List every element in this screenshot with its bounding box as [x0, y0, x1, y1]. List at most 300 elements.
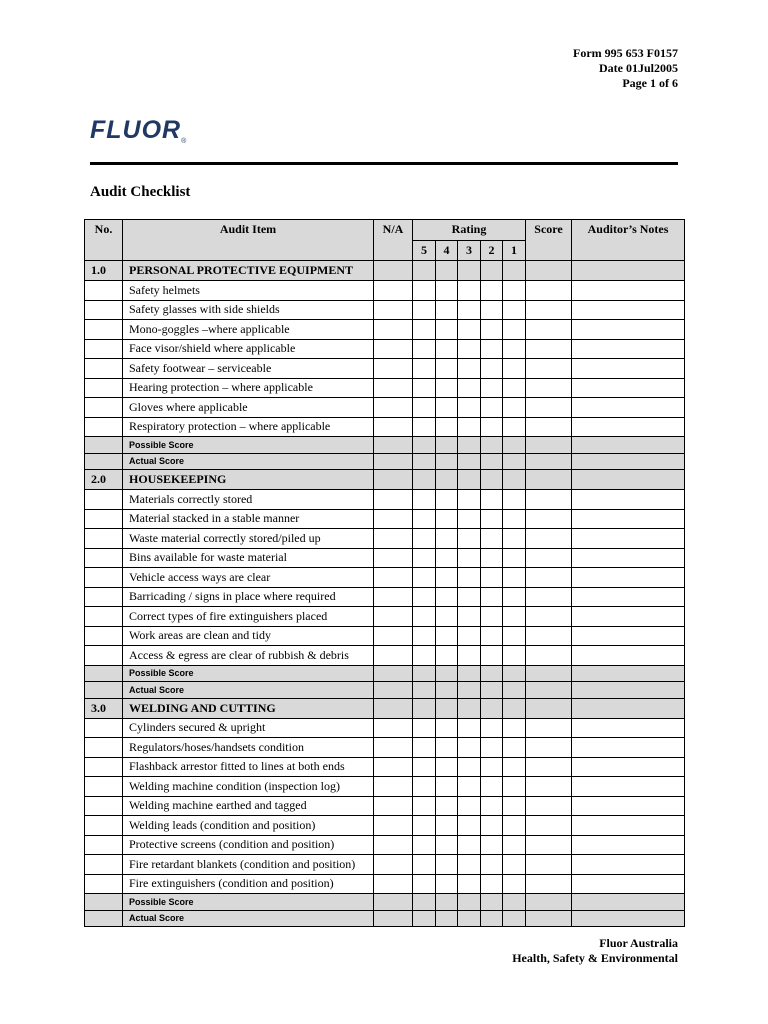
rating-3-cell[interactable]	[458, 300, 481, 320]
na-cell[interactable]	[374, 398, 413, 418]
rating-2-cell[interactable]	[481, 587, 503, 607]
rating-3-cell[interactable]	[458, 529, 481, 549]
rating-2-cell[interactable]	[481, 300, 503, 320]
notes-cell[interactable]	[572, 816, 685, 836]
page-title: Audit Checklist	[90, 184, 191, 200]
score-cell[interactable]	[526, 835, 572, 855]
notes-cell[interactable]	[572, 607, 685, 627]
rating-3-cell[interactable]	[458, 281, 481, 301]
notes-cell[interactable]	[572, 910, 685, 927]
rating-5-cell[interactable]	[413, 490, 436, 510]
score-cell[interactable]	[526, 453, 572, 470]
rating-4-cell[interactable]	[436, 300, 458, 320]
na-cell[interactable]	[374, 835, 413, 855]
score-cell[interactable]	[526, 665, 572, 682]
notes-cell[interactable]	[572, 568, 685, 588]
score-cell[interactable]	[526, 548, 572, 568]
na-cell[interactable]	[374, 378, 413, 398]
score-cell[interactable]	[526, 646, 572, 666]
rating-1-cell[interactable]	[503, 910, 526, 927]
rating-1-cell[interactable]	[503, 646, 526, 666]
actual-score-label: Actual Score	[123, 910, 374, 927]
rating-5-cell[interactable]	[413, 796, 436, 816]
rating-4-cell[interactable]	[436, 757, 458, 777]
rating-2-cell	[481, 261, 503, 281]
na-cell[interactable]	[374, 417, 413, 437]
na-cell[interactable]	[374, 529, 413, 549]
score-cell[interactable]	[526, 682, 572, 699]
na-cell[interactable]	[374, 757, 413, 777]
rating-2-cell[interactable]	[481, 835, 503, 855]
na-cell[interactable]	[374, 738, 413, 758]
rating-2-cell[interactable]	[481, 910, 503, 927]
rating-2-cell[interactable]	[481, 796, 503, 816]
notes-cell[interactable]	[572, 874, 685, 894]
rating-4-cell[interactable]	[436, 718, 458, 738]
rating-3-cell[interactable]	[458, 718, 481, 738]
notes-cell[interactable]	[572, 587, 685, 607]
rating-3-cell[interactable]	[458, 453, 481, 470]
rating-2-cell[interactable]	[481, 665, 503, 682]
rating-5-cell[interactable]	[413, 777, 436, 797]
rating-1-cell[interactable]	[503, 894, 526, 911]
rating-2-cell[interactable]	[481, 894, 503, 911]
score-cell[interactable]	[526, 490, 572, 510]
score-cell[interactable]	[526, 738, 572, 758]
rating-1-cell[interactable]	[503, 835, 526, 855]
score-cell[interactable]	[526, 816, 572, 836]
notes-cell[interactable]	[572, 757, 685, 777]
rating-1-cell[interactable]	[503, 437, 526, 454]
rating-5-cell[interactable]	[413, 626, 436, 646]
rating-2-cell[interactable]	[481, 359, 503, 379]
rating-4-cell[interactable]	[436, 339, 458, 359]
rating-1-cell[interactable]	[503, 874, 526, 894]
score-cell[interactable]	[526, 757, 572, 777]
rating-2-cell[interactable]	[481, 718, 503, 738]
rating-1-cell[interactable]	[503, 529, 526, 549]
rating-4-cell[interactable]	[436, 874, 458, 894]
rating-3-cell[interactable]	[458, 682, 481, 699]
rating-3-cell[interactable]	[458, 777, 481, 797]
rating-1-cell[interactable]	[503, 359, 526, 379]
notes-cell[interactable]	[572, 626, 685, 646]
notes-cell[interactable]	[572, 398, 685, 418]
rating-4-cell[interactable]	[436, 777, 458, 797]
registered-mark: ®	[181, 138, 188, 145]
na-cell[interactable]	[374, 281, 413, 301]
score-cell[interactable]	[526, 281, 572, 301]
rating-3-cell[interactable]	[458, 378, 481, 398]
na-cell[interactable]	[374, 718, 413, 738]
notes-cell[interactable]	[572, 855, 685, 875]
rating-5-cell[interactable]	[413, 855, 436, 875]
notes-cell[interactable]	[572, 378, 685, 398]
rating-2-cell[interactable]	[481, 548, 503, 568]
table-row	[85, 587, 685, 607]
rating-1-cell[interactable]	[503, 777, 526, 797]
rating-5-cell[interactable]	[413, 529, 436, 549]
rating-2-cell[interactable]	[481, 339, 503, 359]
rating-4-cell[interactable]	[436, 626, 458, 646]
rating-3-cell[interactable]	[458, 607, 481, 627]
na-cell[interactable]	[374, 568, 413, 588]
na-cell[interactable]	[374, 626, 413, 646]
col-header-rating: Rating	[413, 220, 526, 241]
na-cell[interactable]	[374, 855, 413, 875]
score-cell[interactable]	[526, 587, 572, 607]
table-row	[85, 816, 685, 836]
rating-3-cell[interactable]	[458, 835, 481, 855]
rating-5-cell[interactable]	[413, 894, 436, 911]
notes-cell[interactable]	[572, 359, 685, 379]
item-number-cell	[85, 300, 123, 320]
notes-cell[interactable]	[572, 453, 685, 470]
rating-4-cell[interactable]	[436, 509, 458, 529]
score-cell[interactable]	[526, 398, 572, 418]
rating-1-cell[interactable]	[503, 490, 526, 510]
rating-3-cell[interactable]	[458, 490, 481, 510]
rating-1-cell[interactable]	[503, 757, 526, 777]
rating-5-cell[interactable]	[413, 757, 436, 777]
rating-4-cell[interactable]	[436, 796, 458, 816]
rating-4-cell[interactable]	[436, 548, 458, 568]
rating-1-cell[interactable]	[503, 665, 526, 682]
rating-4-cell[interactable]	[436, 646, 458, 666]
rating-1-cell[interactable]	[503, 682, 526, 699]
rating-3-cell[interactable]	[458, 910, 481, 927]
rating-2-cell[interactable]	[481, 874, 503, 894]
notes-cell	[572, 698, 685, 718]
rating-3-cell[interactable]	[458, 437, 481, 454]
rating-4-cell[interactable]	[436, 359, 458, 379]
rating-3-cell[interactable]	[458, 359, 481, 379]
rating-5-cell[interactable]	[413, 568, 436, 588]
na-cell[interactable]	[374, 910, 413, 927]
rating-3-cell[interactable]	[458, 548, 481, 568]
na-cell[interactable]	[374, 320, 413, 340]
rating-3-cell[interactable]	[458, 320, 481, 340]
rating-4-cell[interactable]	[436, 398, 458, 418]
notes-cell	[572, 261, 685, 281]
rating-2-cell[interactable]	[481, 777, 503, 797]
rating-1-cell[interactable]	[503, 281, 526, 301]
rating-2-cell[interactable]	[481, 607, 503, 627]
rating-3-cell[interactable]	[458, 665, 481, 682]
score-cell[interactable]	[526, 529, 572, 549]
rating-3-cell[interactable]	[458, 587, 481, 607]
na-cell[interactable]	[374, 874, 413, 894]
na-cell[interactable]	[374, 587, 413, 607]
table-row	[85, 509, 685, 529]
notes-cell[interactable]	[572, 417, 685, 437]
col-header-audit-item: Audit Item	[123, 220, 374, 261]
rating-2-cell[interactable]	[481, 509, 503, 529]
rating-3-cell[interactable]	[458, 855, 481, 875]
rating-5-cell[interactable]	[413, 874, 436, 894]
rating-2-cell[interactable]	[481, 568, 503, 588]
score-cell[interactable]	[526, 417, 572, 437]
score-number-cell	[85, 682, 123, 699]
rating-5-cell[interactable]	[413, 453, 436, 470]
item-number-cell	[85, 796, 123, 816]
score-cell[interactable]	[526, 607, 572, 627]
audit-item-label: Flashback arrestor fitted to lines at both ends	[123, 757, 374, 777]
possible-score-label: Possible Score	[123, 894, 374, 911]
na-cell[interactable]	[374, 665, 413, 682]
table-row	[85, 835, 685, 855]
score-cell[interactable]	[526, 320, 572, 340]
rating-1-cell[interactable]	[503, 607, 526, 627]
score-cell[interactable]	[526, 796, 572, 816]
na-cell[interactable]	[374, 490, 413, 510]
notes-cell	[572, 470, 685, 490]
rating-3-cell[interactable]	[458, 796, 481, 816]
rating-2-header: 2	[481, 241, 503, 261]
rating-5-cell[interactable]	[413, 718, 436, 738]
rating-1-cell[interactable]	[503, 453, 526, 470]
rating-1-cell[interactable]	[503, 300, 526, 320]
notes-cell[interactable]	[572, 437, 685, 454]
section-number: 2.0	[85, 470, 123, 490]
audit-item-label: Material stacked in a stable manner	[123, 509, 374, 529]
na-cell[interactable]	[374, 339, 413, 359]
fluor-logo	[90, 116, 187, 145]
score-cell[interactable]	[526, 874, 572, 894]
rating-5-cell[interactable]	[413, 437, 436, 454]
rating-2-cell[interactable]	[481, 320, 503, 340]
rating-4-cell[interactable]	[436, 529, 458, 549]
rating-5-cell[interactable]	[413, 646, 436, 666]
notes-cell[interactable]	[572, 718, 685, 738]
rating-3-cell[interactable]	[458, 509, 481, 529]
rating-3-cell[interactable]	[458, 874, 481, 894]
item-number-cell	[85, 607, 123, 627]
rating-4-cell[interactable]	[436, 587, 458, 607]
table-row	[85, 490, 685, 510]
na-cell[interactable]	[374, 437, 413, 454]
section-row	[85, 470, 685, 490]
na-cell[interactable]	[374, 646, 413, 666]
score-cell[interactable]	[526, 509, 572, 529]
score-cell[interactable]	[526, 910, 572, 927]
notes-cell[interactable]	[572, 738, 685, 758]
rating-5-cell[interactable]	[413, 682, 436, 699]
rating-2-cell[interactable]	[481, 453, 503, 470]
rating-4-cell[interactable]	[436, 453, 458, 470]
score-cell[interactable]	[526, 339, 572, 359]
rating-3-cell[interactable]	[458, 626, 481, 646]
rating-4-cell[interactable]	[436, 835, 458, 855]
notes-cell[interactable]	[572, 835, 685, 855]
rating-2-cell[interactable]	[481, 378, 503, 398]
audit-item-label: Safety glasses with side shields	[123, 300, 374, 320]
score-cell[interactable]	[526, 718, 572, 738]
rating-5-cell[interactable]	[413, 816, 436, 836]
rating-4-cell[interactable]	[436, 607, 458, 627]
rating-3-cell[interactable]	[458, 417, 481, 437]
rating-1-cell[interactable]	[503, 320, 526, 340]
form-date: Date 01Jul2005	[599, 61, 678, 75]
notes-cell[interactable]	[572, 777, 685, 797]
rating-4-cell[interactable]	[436, 378, 458, 398]
score-cell[interactable]	[526, 855, 572, 875]
rating-5-cell[interactable]	[413, 320, 436, 340]
rating-1-cell[interactable]	[503, 718, 526, 738]
notes-cell[interactable]	[572, 339, 685, 359]
rating-1-cell[interactable]	[503, 587, 526, 607]
table-row	[85, 855, 685, 875]
audit-item-label: Safety helmets	[123, 281, 374, 301]
score-cell[interactable]	[526, 777, 572, 797]
item-number-cell	[85, 378, 123, 398]
notes-cell[interactable]	[572, 509, 685, 529]
rating-4-cell[interactable]	[436, 437, 458, 454]
rating-3-cell[interactable]	[458, 757, 481, 777]
rating-5-cell[interactable]	[413, 417, 436, 437]
rating-4-cell[interactable]	[436, 894, 458, 911]
rating-4-cell[interactable]	[436, 738, 458, 758]
score-cell[interactable]	[526, 437, 572, 454]
na-cell[interactable]	[374, 453, 413, 470]
rating-2-cell[interactable]	[481, 398, 503, 418]
rating-3-cell[interactable]	[458, 568, 481, 588]
score-cell[interactable]	[526, 568, 572, 588]
notes-cell[interactable]	[572, 320, 685, 340]
notes-cell[interactable]	[572, 300, 685, 320]
table-row	[85, 796, 685, 816]
rating-5-cell[interactable]	[413, 339, 436, 359]
na-cell[interactable]	[374, 359, 413, 379]
rating-4-cell[interactable]	[436, 417, 458, 437]
notes-cell[interactable]	[572, 646, 685, 666]
notes-cell[interactable]	[572, 682, 685, 699]
rating-5-cell[interactable]	[413, 509, 436, 529]
notes-cell[interactable]	[572, 665, 685, 682]
rating-1-cell[interactable]	[503, 855, 526, 875]
audit-item-label: Waste material correctly stored/piled up	[123, 529, 374, 549]
rating-3-cell[interactable]	[458, 339, 481, 359]
rating-4-cell[interactable]	[436, 665, 458, 682]
rating-2-cell[interactable]	[481, 490, 503, 510]
rating-4-cell[interactable]	[436, 855, 458, 875]
header-divider	[90, 162, 678, 165]
rating-2-cell[interactable]	[481, 738, 503, 758]
rating-2-cell[interactable]	[481, 529, 503, 549]
score-cell[interactable]	[526, 300, 572, 320]
rating-2-cell[interactable]	[481, 626, 503, 646]
rating-1-cell[interactable]	[503, 417, 526, 437]
rating-3-cell[interactable]	[458, 816, 481, 836]
rating-3-cell[interactable]	[458, 646, 481, 666]
score-cell[interactable]	[526, 378, 572, 398]
na-cell[interactable]	[374, 509, 413, 529]
rating-4-cell[interactable]	[436, 320, 458, 340]
rating-1-cell[interactable]	[503, 398, 526, 418]
rating-2-cell[interactable]	[481, 682, 503, 699]
rating-1-cell[interactable]	[503, 796, 526, 816]
notes-cell[interactable]	[572, 490, 685, 510]
rating-5-cell[interactable]	[413, 378, 436, 398]
notes-cell[interactable]	[572, 548, 685, 568]
rating-4-cell[interactable]	[436, 490, 458, 510]
score-cell[interactable]	[526, 626, 572, 646]
notes-cell[interactable]	[572, 281, 685, 301]
rating-1-cell[interactable]	[503, 738, 526, 758]
rating-2-cell[interactable]	[481, 437, 503, 454]
rating-5-cell[interactable]	[413, 300, 436, 320]
rating-3-cell[interactable]	[458, 738, 481, 758]
rating-4-cell[interactable]	[436, 682, 458, 699]
rating-4-cell[interactable]	[436, 816, 458, 836]
rating-2-cell[interactable]	[481, 757, 503, 777]
rating-5-cell[interactable]	[413, 281, 436, 301]
rating-4-cell[interactable]	[436, 281, 458, 301]
rating-1-cell[interactable]	[503, 568, 526, 588]
rating-1-cell	[503, 261, 526, 281]
actual-score-label: Actual Score	[123, 682, 374, 699]
na-cell[interactable]	[374, 548, 413, 568]
table-row	[85, 398, 685, 418]
notes-cell[interactable]	[572, 796, 685, 816]
rating-3-cell[interactable]	[458, 894, 481, 911]
rating-5-cell[interactable]	[413, 738, 436, 758]
rating-4-cell[interactable]	[436, 910, 458, 927]
rating-1-cell[interactable]	[503, 378, 526, 398]
actual-score-label: Actual Score	[123, 453, 374, 470]
rating-5-cell[interactable]	[413, 587, 436, 607]
na-cell[interactable]	[374, 816, 413, 836]
rating-5-cell[interactable]	[413, 835, 436, 855]
rating-5-cell[interactable]	[413, 665, 436, 682]
rating-2-cell[interactable]	[481, 855, 503, 875]
rating-5-cell[interactable]	[413, 359, 436, 379]
rating-4-cell[interactable]	[436, 568, 458, 588]
rating-5-header: 5	[413, 241, 436, 261]
item-number-cell	[85, 281, 123, 301]
col-header-auditors-notes: Auditor’s Notes	[572, 220, 685, 261]
rating-5-cell[interactable]	[413, 548, 436, 568]
rating-2-cell[interactable]	[481, 281, 503, 301]
rating-1-cell[interactable]	[503, 626, 526, 646]
rating-5-cell[interactable]	[413, 398, 436, 418]
na-cell[interactable]	[374, 300, 413, 320]
rating-1-cell[interactable]	[503, 548, 526, 568]
notes-cell[interactable]	[572, 894, 685, 911]
na-cell[interactable]	[374, 777, 413, 797]
na-cell[interactable]	[374, 796, 413, 816]
item-number-cell	[85, 718, 123, 738]
rating-1-cell[interactable]	[503, 339, 526, 359]
notes-cell[interactable]	[572, 529, 685, 549]
rating-3-cell[interactable]	[458, 398, 481, 418]
rating-5-cell[interactable]	[413, 910, 436, 927]
rating-1-cell[interactable]	[503, 509, 526, 529]
item-number-cell	[85, 816, 123, 836]
na-cell[interactable]	[374, 607, 413, 627]
score-cell[interactable]	[526, 894, 572, 911]
rating-2-cell[interactable]	[481, 646, 503, 666]
table-row	[85, 568, 685, 588]
rating-4-header: 4	[436, 241, 458, 261]
rating-5-cell[interactable]	[413, 607, 436, 627]
na-cell[interactable]	[374, 682, 413, 699]
rating-2-cell[interactable]	[481, 816, 503, 836]
na-cell[interactable]	[374, 894, 413, 911]
score-cell[interactable]	[526, 359, 572, 379]
rating-1-cell[interactable]	[503, 816, 526, 836]
rating-2-cell[interactable]	[481, 417, 503, 437]
